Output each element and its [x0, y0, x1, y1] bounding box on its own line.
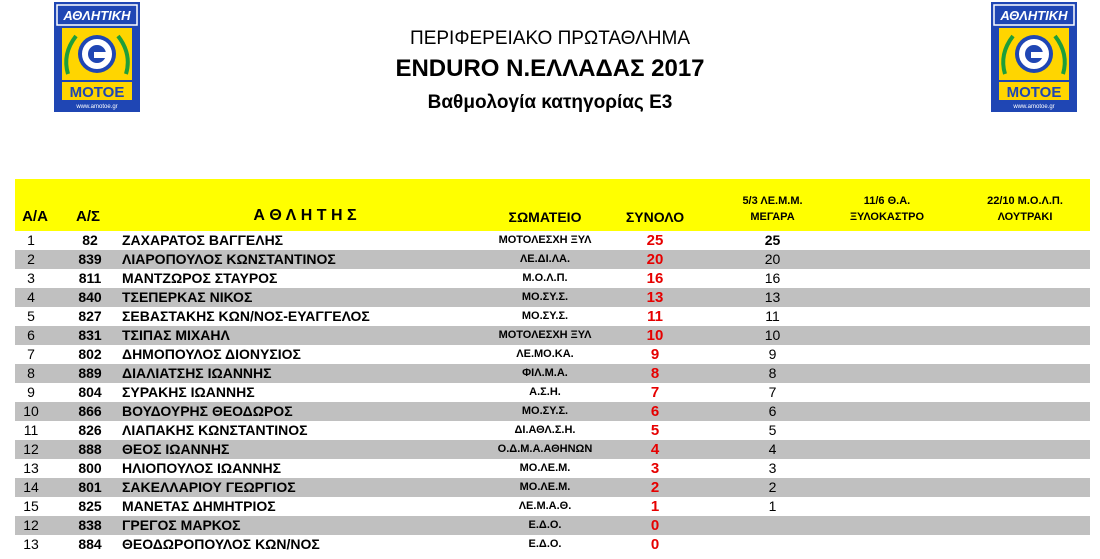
row-race1-points: 7 [768, 384, 777, 400]
row-total-points: 10 [646, 327, 664, 344]
col-race3-header-date: 22/10 Μ.Ο.Λ.Π. [987, 195, 1063, 207]
row-position: 6 [27, 327, 35, 343]
col-race3-header-place: ΛΟΥΤΡΑΚΙ [997, 211, 1053, 223]
row-position: 5 [27, 308, 35, 324]
row-club: ΜΟΤΟΛΕΣΧΗ ΞΥΛ [498, 234, 592, 246]
row-race1-points: 5 [768, 422, 777, 438]
row-race1-points: 1 [768, 498, 777, 514]
row-race-number: 888 [78, 441, 102, 457]
row-position: 15 [23, 498, 39, 514]
col-race1-header-place: ΜΕΓΑΡΑ [750, 211, 795, 223]
row-club: Ο.Δ.Μ.Α.ΑΘΗΝΩΝ [497, 443, 593, 455]
table-row [15, 269, 1090, 288]
row-race-number: 804 [78, 384, 102, 400]
row-race-number: 800 [78, 460, 102, 476]
championship-title: ΠΕΡΙΦΕΡΕΙΑΚΟ ΠΡΩΤΑΘΛΗΜΑ [409, 28, 691, 49]
svg-text:www.amotoe.gr: www.amotoe.gr [76, 104, 118, 110]
row-race-number: 826 [78, 422, 102, 438]
table-row [15, 288, 1090, 307]
row-club: ΛΕ.Μ.Α.Θ. [518, 500, 572, 512]
row-total-points: 13 [646, 289, 664, 306]
row-race-number: 839 [78, 251, 102, 267]
row-club: Α.Σ.Η. [529, 386, 561, 398]
row-race-number: 884 [78, 536, 102, 552]
row-athlete-name: ΒΟΥΔΟΥΡΗΣ ΘΕΟΔΩΡΟΣ [122, 403, 293, 419]
enduro-title: ENDURO Ν.ΕΛΛΑΔΑΣ 2017 [395, 55, 705, 82]
row-position: 4 [27, 289, 35, 305]
row-race1-points: 11 [765, 308, 780, 324]
row-total-points: 8 [650, 365, 660, 382]
row-total-points: 4 [650, 441, 660, 458]
row-race1-points: 13 [764, 289, 781, 305]
table-row [15, 307, 1090, 326]
row-athlete-name: ΖΑΧΑΡΑΤΟΣ ΒΑΓΓΕΛΗΣ [122, 232, 284, 248]
row-total-points: 0 [650, 517, 660, 534]
row-position: 8 [27, 365, 35, 381]
row-athlete-name: ΤΣΕΠΕΡΚΑΣ ΝΙΚΟΣ [122, 289, 253, 305]
row-position: 2 [27, 251, 35, 267]
row-athlete-name: ΣΕΒΑΣΤΑΚΗΣ ΚΩΝ/ΝΟΣ-ΕΥΑΓΓΕΛΟΣ [122, 308, 370, 324]
row-position: 13 [23, 460, 39, 476]
row-club: ΜΟ.ΣΥ.Σ. [521, 405, 569, 417]
col-race1-header-date: 5/3 ΛΕ.Μ.Μ. [742, 195, 803, 207]
row-race-number: 838 [78, 517, 102, 533]
table-row [15, 231, 1090, 250]
row-club: Μ.Ο.Λ.Π. [522, 272, 568, 284]
row-club: Ε.Δ.Ο. [528, 519, 562, 531]
row-total-points: 20 [646, 251, 664, 268]
row-race-number: 831 [78, 327, 102, 343]
row-club: ΜΟ.ΣΥ.Σ. [521, 291, 569, 303]
row-position: 1 [27, 232, 35, 248]
row-position: 9 [27, 384, 35, 400]
row-position: 3 [27, 270, 35, 286]
row-position: 10 [23, 403, 39, 419]
row-total-points: 9 [650, 346, 660, 363]
row-athlete-name: ΔΗΜΟΠΟΥΛΟΣ ΔΙΟΝΥΣΙΟΣ [122, 346, 301, 362]
table-row [15, 250, 1090, 269]
row-club: ΜΟ.ΛΕ.Μ. [519, 481, 571, 493]
row-club: ΜΟ.ΛΕ.Μ. [519, 462, 571, 474]
row-total-points: 0 [650, 536, 660, 553]
row-position: 7 [27, 346, 35, 362]
row-athlete-name: ΤΣΙΠΑΣ ΜΙΧΑΗΛ [122, 327, 230, 343]
row-race-number: 827 [78, 308, 102, 324]
svg-text:ΜΟΤΟΕ: ΜΟΤΟΕ [69, 84, 125, 101]
row-athlete-name: ΘΕΟΔΩΡΟΠΟΥΛΟΣ ΚΩΝ/ΝΟΣ [122, 536, 320, 552]
svg-text:ΜΟΤΟΕ: ΜΟΤΟΕ [1006, 84, 1062, 101]
row-race-number: 82 [82, 232, 98, 248]
row-race-number: 825 [78, 498, 102, 514]
row-race1-points: 25 [764, 232, 781, 248]
row-race-number: 811 [78, 270, 102, 286]
table-row [15, 440, 1090, 459]
col-race2-header-place: ΞΥΛΟΚΑΣΤΡΟ [849, 211, 925, 223]
row-athlete-name: ΣΥΡΑΚΗΣ ΙΩΑΝΝΗΣ [122, 384, 255, 400]
row-race1-points: 3 [768, 460, 777, 476]
row-total-points: 6 [650, 403, 660, 420]
row-race1-points: 16 [764, 270, 781, 286]
row-club: ΜΟ.ΣΥ.Σ. [521, 310, 569, 322]
row-athlete-name: ΜΑΝΤΖΩΡΟΣ ΣΤΑΥΡΟΣ [122, 270, 278, 286]
col-club-header: ΣΩΜΑΤΕΙΟ [508, 209, 582, 225]
table-row [15, 345, 1090, 364]
svg-text:www.amotoe.gr: www.amotoe.gr [1013, 104, 1055, 110]
standings-table [15, 179, 1090, 554]
col-as-header: Α/Σ [75, 208, 100, 225]
row-race1-points: 2 [768, 479, 777, 495]
row-athlete-name: ΔΙΑΛΙΑΤΣΗΣ ΙΩΑΝΝΗΣ [122, 365, 272, 381]
row-position: 11 [23, 422, 39, 438]
row-race1-points: 8 [768, 365, 777, 381]
row-race-number: 802 [78, 346, 102, 362]
row-race-number: 889 [78, 365, 102, 381]
row-race-number: 801 [78, 479, 102, 495]
row-total-points: 2 [650, 479, 660, 496]
col-aa-header: Α/Α [22, 208, 48, 225]
table-row [15, 383, 1090, 402]
category-subtitle: Βαθμολογία κατηγορίας Ε3 [427, 92, 673, 113]
row-race-number: 840 [78, 289, 102, 305]
row-total-points: 11 [647, 308, 663, 325]
table-row [15, 516, 1090, 535]
table-row [15, 535, 1090, 554]
row-athlete-name: ΣΑΚΕΛΛΑΡΙΟΥ ΓΕΩΡΓΙΟΣ [122, 479, 296, 495]
row-race1-points: 20 [764, 251, 781, 267]
row-athlete-name: ΓΡΕΓΟΣ ΜΑΡΚΟΣ [122, 517, 241, 533]
table-row [15, 364, 1090, 383]
row-race1-points: 10 [764, 327, 781, 343]
col-total-header: ΣΥΝΟΛΟ [625, 209, 685, 225]
table-row [15, 326, 1090, 345]
row-athlete-name: ΗΛΙΟΠΟΥΛΟΣ ΙΩΑΝΝΗΣ [122, 460, 282, 476]
table-header [15, 179, 1090, 231]
svg-text:ΑΘΛΗΤΙΚΗ: ΑΘΛΗΤΙΚΗ [1000, 8, 1068, 23]
row-position: 14 [23, 479, 39, 495]
svg-text:ΑΘΛΗΤΙΚΗ: ΑΘΛΗΤΙΚΗ [63, 8, 131, 23]
row-total-points: 5 [650, 422, 660, 439]
row-total-points: 25 [646, 232, 664, 249]
col-athlete-header: Α Θ Λ Η Τ Η Σ [253, 207, 357, 224]
row-total-points: 3 [650, 460, 660, 477]
row-total-points: 16 [646, 270, 664, 287]
row-race1-points: 9 [768, 346, 777, 362]
table-row [15, 478, 1090, 497]
row-club: Ε.Δ.Ο. [528, 538, 562, 550]
row-club: ΛΕ.ΔΙ.ΛΑ. [519, 253, 571, 265]
row-position: 12 [23, 441, 39, 457]
row-total-points: 1 [650, 498, 660, 515]
row-position: 13 [23, 536, 39, 552]
table-row [15, 421, 1090, 440]
row-athlete-name: ΜΑΝΕΤΑΣ ΔΗΜΗΤΡΙΟΣ [122, 498, 276, 514]
row-club: ΦΙΛ.Μ.Α. [522, 367, 568, 379]
row-athlete-name: ΛΙΑΡΟΠΟΥΛΟΣ ΚΩΝΣΤΑΝΤΙΝΟΣ [122, 251, 336, 267]
table-body [15, 231, 1090, 554]
row-athlete-name: ΘΕΟΣ ΙΩΑΝΝΗΣ [122, 441, 230, 457]
row-position: 12 [23, 517, 39, 533]
table-row [15, 497, 1090, 516]
row-club: ΔΙ.ΑΘΛ.Σ.Η. [514, 424, 576, 436]
row-race1-points: 4 [768, 441, 777, 457]
row-club: ΛΕ.ΜΟ.ΚΑ. [516, 348, 574, 360]
row-race-number: 866 [78, 403, 102, 419]
row-race1-points: 6 [768, 403, 777, 419]
table-row [15, 459, 1090, 478]
row-athlete-name: ΛΙΑΠΑΚΗΣ ΚΩΝΣΤΑΝΤΙΝΟΣ [122, 422, 308, 438]
row-total-points: 7 [650, 384, 660, 401]
table-row [15, 402, 1090, 421]
row-club: ΜΟΤΟΛΕΣΧΗ ΞΥΛ [498, 329, 592, 341]
col-race2-header-date: 11/6 Θ.Α. [863, 195, 911, 207]
